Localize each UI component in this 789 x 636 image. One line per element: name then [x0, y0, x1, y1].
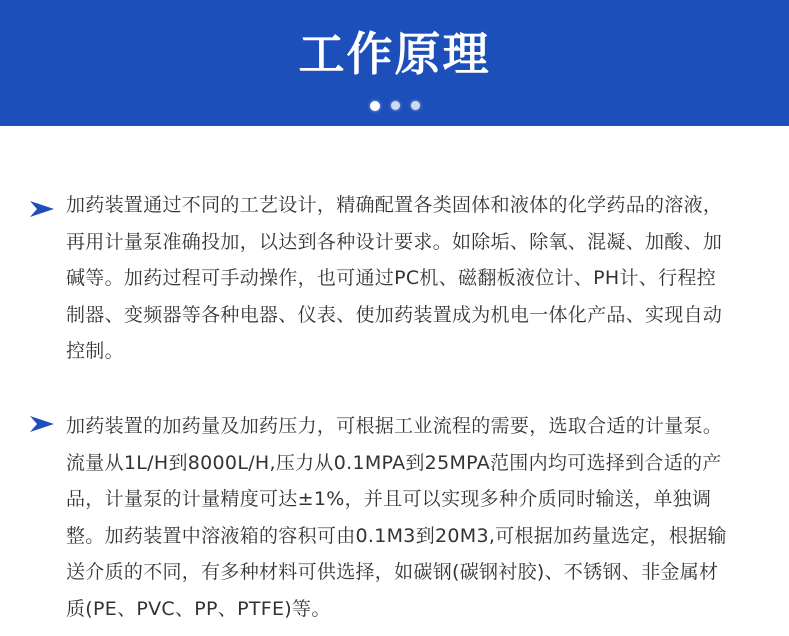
header-banner — [0, 0, 789, 126]
text-line: 制器、变频器等各种电器、仪表、使加药装置成为机电一体化产品、实现自动 — [66, 303, 723, 326]
text-line: 加药装置的加药量及加药压力，可根据工业流程的需要，选取合适的计量泵。 — [66, 415, 723, 437]
pagination-dot[interactable] — [411, 101, 420, 110]
pagination-dot[interactable] — [391, 101, 400, 110]
text-line: 流量从1L/H到8000L/H,压力从0.1MPA到25MPA范围内均可选择到合适的产 — [66, 451, 722, 474]
text-line: 加药装置通过不同的工艺设计，精确配置各类固体和液体的化学药品的溶液， — [66, 194, 723, 216]
pagination-dots — [0, 101, 789, 113]
text-line: 送介质的不同，有多种材料可供选择，如碳钢(碳钢衬胶)、不锈钢、非金属材 — [66, 561, 719, 583]
pagination-dot[interactable] — [370, 101, 380, 111]
text-line: 质(PE、PVC、PP、PTFE)等。 — [66, 597, 331, 620]
paragraph-dosing — [66, 408, 766, 627]
arrow-right-icon — [30, 416, 54, 432]
text-line: 整。加药装置中溶液箱的容积可由0.1M3到20M3,可根据加药量选定，根据输 — [66, 524, 727, 547]
paragraph-principle — [66, 187, 766, 370]
page-title: 工作原理 — [298, 27, 491, 81]
text-line: 品，计量泵的计量精度可达±1%，并且可以实现多种介质同时输送，单独调 — [66, 488, 712, 510]
arrow-right-icon — [30, 201, 54, 217]
text-line: 再用计量泵准确投加，以达到各种设计要求。如除垢、除氧、混凝、加酸、加 — [66, 230, 723, 253]
text-line: 控制。 — [66, 340, 124, 362]
text-line: 碱等。加药过程可手动操作，也可通过PC机、磁翻板液位计、PH计、行程控 — [66, 267, 716, 289]
